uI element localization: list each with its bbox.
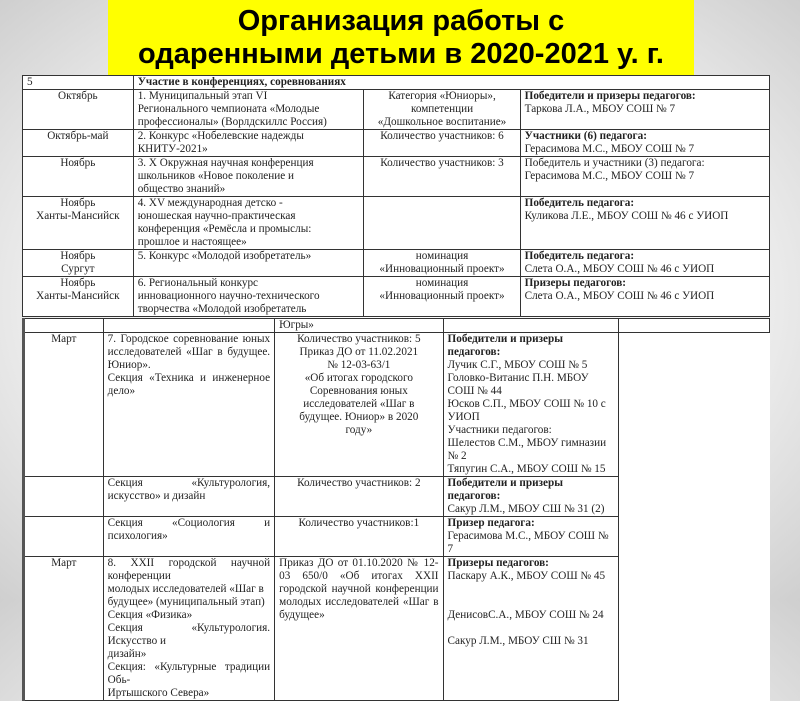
event-cell xyxy=(133,277,364,317)
result-line xyxy=(448,583,615,596)
category-cell-line: Количество участников: 6 xyxy=(380,130,504,142)
category-cell-line: Количество участников: 2 xyxy=(297,477,421,489)
result-cell xyxy=(520,157,769,197)
section-number: 5 xyxy=(23,76,134,90)
result-cell xyxy=(520,130,769,157)
result-line: ДенисовС.А., МБОУ СОШ № 24 xyxy=(447,609,604,621)
result-line: Участники педагогов: xyxy=(447,424,552,436)
result-line: Сакур Л.М., МБОУ СШ № 31 xyxy=(447,635,589,647)
event-cell-line: творчества «Молодой изобретатель xyxy=(137,303,307,315)
category-cell-line: будущее. Юниор» в 2020 xyxy=(299,411,419,423)
event-cell-line: конференция «Ремёсла и промыслы: xyxy=(137,223,312,235)
slide-title-line-2: одаренными детьми в 2020-2021 у. г. xyxy=(138,38,664,70)
result-cell xyxy=(520,277,769,317)
result-title: Призер педагога: xyxy=(447,517,535,529)
month-cell-line: Октябрь-май xyxy=(47,130,109,142)
event-cell xyxy=(133,250,364,277)
event-cell xyxy=(133,90,364,130)
result-title: Победители и призеры педагогов: xyxy=(447,333,563,358)
achievements-table-continued xyxy=(22,318,770,701)
month-cell-line: Сургут xyxy=(61,263,95,275)
event-cell xyxy=(103,477,274,517)
section-header-row xyxy=(23,76,770,90)
category-cell-line: Категория «Юниоры», xyxy=(388,90,496,102)
event-cell-line: 8. XXII городской научной конференции xyxy=(107,557,271,582)
month-cell-line: Ноябрь xyxy=(60,157,96,169)
month-cell xyxy=(24,333,104,477)
result-title: Победитель педагога: xyxy=(524,197,635,209)
table-row xyxy=(23,157,770,197)
result-cell xyxy=(443,333,619,477)
event-cell-line: 5. Конкурс «Молодой изобретатель» xyxy=(137,250,312,262)
event-cell-line: Секция «Культурология, искусство» и дизайн xyxy=(107,477,271,502)
event-cell-line: Регионального чемпионата «Молодые xyxy=(137,103,320,115)
section-heading: Участие в конференциях, соревнованиях xyxy=(133,76,769,90)
event-cell xyxy=(133,197,364,250)
result-cell xyxy=(443,477,619,517)
event-cell-line: юношеская научно-практическая xyxy=(137,210,296,222)
event-cell-line: Секция «Культурология. Искусство и xyxy=(107,622,271,647)
result-line: Победитель и участники (3) педагога: xyxy=(524,157,705,169)
category-cell xyxy=(364,90,520,130)
category-cell xyxy=(275,477,443,517)
category-cell-line: «Дошкольное воспитание» xyxy=(377,116,507,128)
slide-title-line-1: Организация работы с xyxy=(237,5,565,37)
category-cell-line: году» xyxy=(345,424,373,436)
month-cell-line: Октябрь xyxy=(58,90,98,102)
category-cell xyxy=(364,250,520,277)
result-line xyxy=(448,596,615,609)
event-tail: Югры» xyxy=(275,319,443,333)
event-cell-line: КНИТУ-2021» xyxy=(137,143,208,155)
achievements-table xyxy=(22,75,770,317)
event-cell-line: будущее» (муниципальный этап) xyxy=(107,596,265,608)
result-cell xyxy=(443,517,619,557)
event-cell-line: Секция: «Культурные традиции Обь- xyxy=(107,661,271,686)
table-row xyxy=(24,557,770,701)
month-cell-line: Март xyxy=(51,333,77,345)
result-line: Герасимова М.С., МБОУ СОШ № 7 xyxy=(524,170,695,182)
category-cell xyxy=(364,157,520,197)
event-cell xyxy=(133,157,364,197)
event-cell-line: дизайн» xyxy=(107,648,147,660)
category-cell-line: «Инновационный проект» xyxy=(379,290,505,302)
slide-title-box xyxy=(108,0,694,76)
table-row xyxy=(23,277,770,317)
result-title: Призеры педагогов: xyxy=(524,277,627,289)
category-cell xyxy=(364,130,520,157)
month-cell xyxy=(23,157,134,197)
result-title: Призеры педагогов: xyxy=(447,557,549,569)
month-cell-line: Ноябрь xyxy=(60,277,96,289)
category-cell xyxy=(275,517,443,557)
result-line: Слета О.А., МБОУ СОШ № 46 с УИОП xyxy=(524,290,715,302)
event-cell xyxy=(103,557,274,701)
result-cell xyxy=(443,557,619,701)
category-cell-line: «Об итогах городского xyxy=(304,372,413,384)
month-cell xyxy=(24,557,104,701)
result-title: Победители и призеры педагогов: xyxy=(447,477,563,502)
result-line: Лучик С.Г., МБОУ СОШ № 5 xyxy=(447,359,588,371)
category-cell-line: «Инновационный проект» xyxy=(379,263,505,275)
event-cell-line: молодых исследователей «Шаг в xyxy=(107,583,264,595)
event-cell-line: 3. X Окружная научная конференция xyxy=(137,157,314,169)
event-cell xyxy=(103,517,274,557)
result-title: Победители и призеры педагогов: xyxy=(524,90,696,102)
event-cell-line: 1. Муниципальный этап VI xyxy=(137,90,268,102)
event-cell-line: 4. XV международная детско - xyxy=(137,197,283,209)
category-cell-line: Приказ ДО от 01.10.2020 № 12-03 650/0 «Об итогах XXII городской научной конференции молодых исследователей «Шаг в будущее» xyxy=(279,557,439,621)
category-cell xyxy=(275,333,443,477)
month-cell xyxy=(24,517,104,557)
result-line: Паскару А.К., МБОУ СОШ № 45 xyxy=(447,570,606,582)
result-cell xyxy=(520,90,769,130)
result-line: Герасимова М.С., МБОУ СОШ № 7 xyxy=(447,530,609,555)
month-cell xyxy=(23,90,134,130)
category-cell-line: № 12-03-63/1 xyxy=(327,359,391,371)
result-line: Герасимова М.С., МБОУ СОШ № 7 xyxy=(524,143,695,155)
month-cell-line: Март xyxy=(51,557,77,569)
result-title: Победитель педагога: xyxy=(524,250,635,262)
category-cell-line: Соревнования юных xyxy=(309,385,408,397)
event-cell-line: школьников «Новое поколение и xyxy=(137,170,294,182)
event-cell-line: Секция «Социология и психология» xyxy=(107,517,271,542)
event-cell-line: 6. Региональный конкурс xyxy=(137,277,259,289)
category-cell xyxy=(364,277,520,317)
month-cell-line: Ноябрь xyxy=(60,250,96,262)
event-cell-line: профессионалы» (Ворлдскиллс Россия) xyxy=(137,116,327,128)
month-cell xyxy=(23,130,134,157)
category-cell-line: Количество участников: 5 xyxy=(297,333,421,345)
category-cell-line: номинация xyxy=(415,250,469,262)
category-cell-line: Количество участников:1 xyxy=(298,517,420,529)
category-cell-line: исследователей «Шаг в xyxy=(303,398,415,410)
continuation-row xyxy=(24,319,770,333)
result-line xyxy=(448,622,615,635)
result-line: Сакур Л.М., МБОУ СШ № 31 (2) xyxy=(447,503,605,515)
table-row xyxy=(23,197,770,250)
event-cell-line: Иртышского Севера» xyxy=(107,687,210,699)
event-cell-line: Секция «Техника и инженерное дело» xyxy=(107,372,271,397)
result-line: Головко-Витанис П.Н. МБОУ СОШ № 44 xyxy=(447,372,589,397)
month-cell-line: Ноябрь xyxy=(60,197,96,209)
event-cell-line: 7. Городское соревнование юных исследователей «Шаг в будущее. Юниор». xyxy=(107,333,271,371)
event-cell-line: 2. Конкурс «Нобелевские надежды xyxy=(137,130,304,142)
month-cell xyxy=(23,277,134,317)
result-line: Таркова Л.А., МБОУ СОШ № 7 xyxy=(524,103,676,115)
category-cell xyxy=(275,557,443,701)
event-cell-line: инновационного научно-технического xyxy=(137,290,320,302)
table-row xyxy=(23,250,770,277)
event-cell-line: Секция «Физика» xyxy=(107,609,193,621)
category-cell-line: компетенции xyxy=(410,103,474,115)
table-row xyxy=(23,130,770,157)
result-cell xyxy=(520,197,769,250)
month-cell xyxy=(23,197,134,250)
table-row xyxy=(24,477,770,517)
month-cell xyxy=(23,250,134,277)
table-row xyxy=(23,90,770,130)
result-cell xyxy=(520,250,769,277)
month-cell-line: Ханты-Мансийск xyxy=(36,290,120,302)
category-cell-line: Приказ ДО от 11.02.2021 xyxy=(299,346,419,358)
result-line: Юсков С.П., МБОУ СОШ № 10 с УИОП xyxy=(447,398,606,423)
table-row xyxy=(24,517,770,557)
month-cell xyxy=(24,477,104,517)
result-line: Слета О.А., МБОУ СОШ № 46 с УИОП xyxy=(524,263,715,275)
result-line: Тяпугин С.А., МБОУ СОШ № 15 xyxy=(447,463,606,475)
event-cell xyxy=(103,333,274,477)
table-row xyxy=(24,333,770,477)
result-title: Участники (6) педагога: xyxy=(524,130,647,142)
event-cell xyxy=(133,130,364,157)
category-cell-line: номинация xyxy=(415,277,469,289)
category-cell xyxy=(364,197,520,250)
category-cell-line: Количество участников: 3 xyxy=(380,157,504,169)
event-cell-line: прошлое и настоящее» xyxy=(137,236,247,248)
event-cell-line: общество знаний» xyxy=(137,183,226,195)
month-cell-line: Ханты-Мансийск xyxy=(36,210,120,222)
result-line: Куликова Л.Е., МБОУ СОШ № 46 с УИОП xyxy=(524,210,729,222)
result-line: Шелестов С.М., МБОУ гимназии № 2 xyxy=(447,437,607,462)
